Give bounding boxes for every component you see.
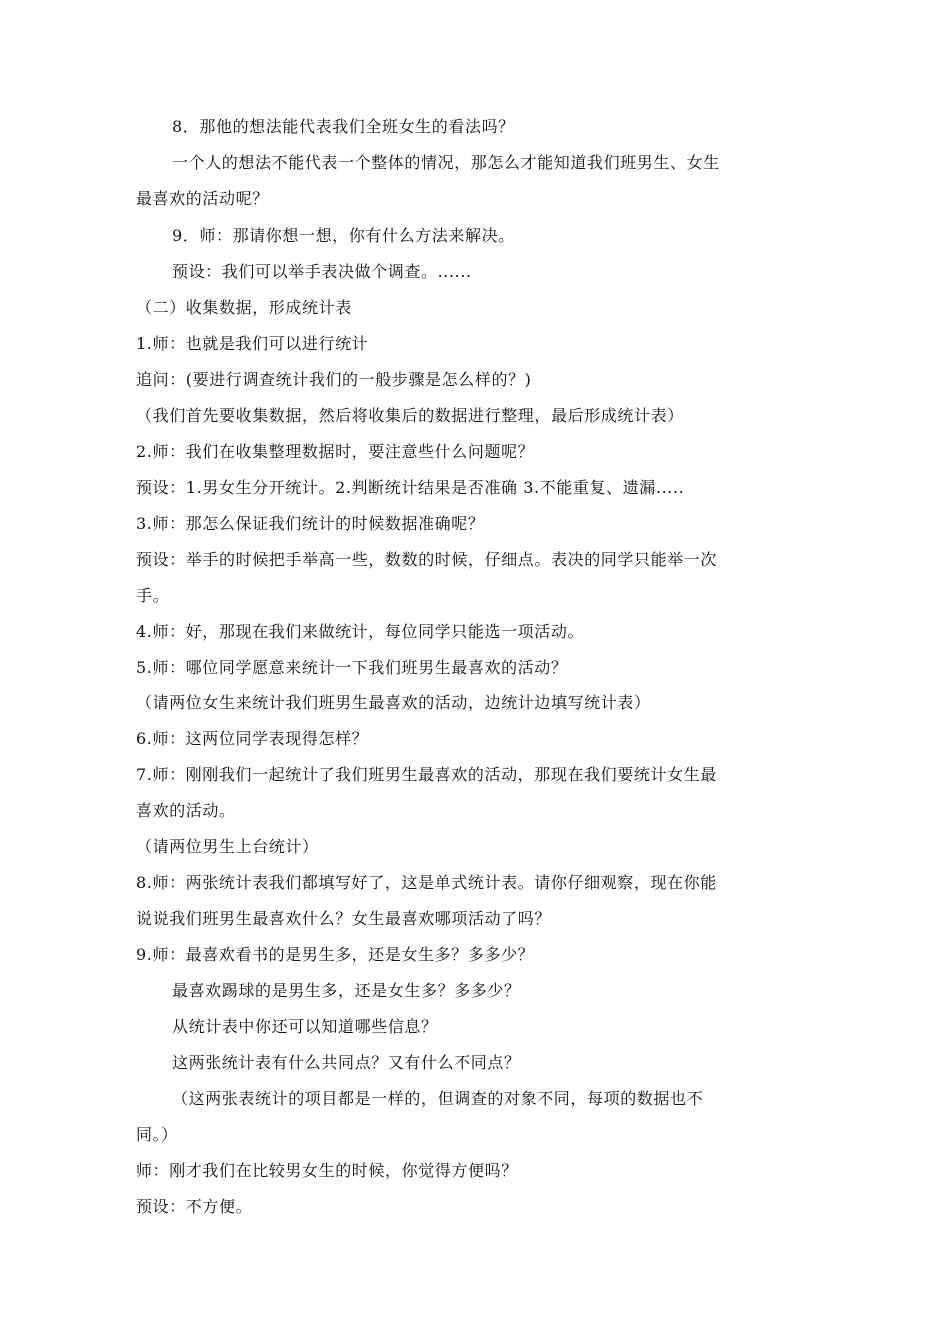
text-line: （请两位女生来统计我们班男生最喜欢的活动，边统计边填写统计表）: [136, 693, 651, 712]
text-line: 预设：1.男女生分开统计。2.判断统计结果是否准确 3.不能重复、遗漏.....: [136, 478, 685, 497]
text-line: 2.师：我们在收集整理数据时，要注意些什么问题呢？: [136, 442, 535, 461]
text-line: 追问：(要进行调查统计我们的一般步骤是怎么样的？): [136, 370, 532, 389]
text-line: 9．师：那请你想一想，你有什么方法来解决。: [172, 226, 515, 245]
text-line: 3.师：那怎么保证我们统计的时候数据准确呢？: [136, 514, 485, 533]
text-line: 6.师：这两位同学表现得怎样？: [136, 729, 369, 748]
text-line: 预设：举手的时候把手举高一些，数数的时候，仔细点。表决的同学只能举一次: [136, 550, 718, 569]
text-line: 说说我们班男生最喜欢什么？女生最喜欢哪项活动了吗？: [136, 909, 552, 928]
text-line: 从统计表中你还可以知道哪些信息？: [172, 1017, 438, 1036]
text-line: 8．那他的想法能代表我们全班女生的看法吗？: [172, 117, 515, 136]
text-line: 7.师：刚刚我们一起统计了我们班男生最喜欢的活动，那现在我们要统计女生最: [136, 765, 717, 784]
text-line: 同。）: [136, 1125, 178, 1144]
text-line: 预设：我们可以举手表决做个调查。......: [172, 262, 472, 281]
text-line: （请两位男生上台统计）: [136, 837, 319, 856]
text-line: 这两张统计表有什么共同点？又有什么不同点？: [172, 1053, 521, 1072]
text-line: 喜欢的活动。: [136, 801, 236, 820]
text-line: 5.师：哪位同学愿意来统计一下我们班男生最喜欢的活动？: [136, 658, 568, 677]
text-line: （这两张表统计的项目都是一样的，但调查的对象不同，每项的数据也不: [172, 1089, 704, 1108]
text-line: 最喜欢的活动呢？: [136, 189, 269, 208]
text-line: 最喜欢踢球的是男生多，还是女生多？多多少？: [172, 981, 521, 1000]
text-line: 9.师：最喜欢看书的是男生多，还是女生多？多多少？: [136, 945, 535, 964]
text-line: （我们首先要收集数据，然后将收集后的数据进行整理，最后形成统计表）: [136, 406, 684, 425]
section-heading: （二）收集数据，形成统计表: [136, 298, 352, 317]
text-line: 1.师：也就是我们可以进行统计: [136, 334, 369, 353]
text-line: 一个人的想法不能代表一个整体的情况，那怎么才能知道我们班男生、女生: [172, 153, 720, 172]
text-line: 4.师：好，那现在我们来做统计，每位同学只能选一项活动。: [136, 622, 585, 641]
text-line: 8.师：两张统计表我们都填写好了，这是单式统计表。请你仔细观察，现在你能: [136, 873, 717, 892]
text-line: 预设：不方便。: [136, 1197, 253, 1216]
text-line: 师：刚才我们在比较男女生的时候，你觉得方便吗？: [136, 1161, 518, 1180]
text-line: 手。: [136, 586, 170, 605]
